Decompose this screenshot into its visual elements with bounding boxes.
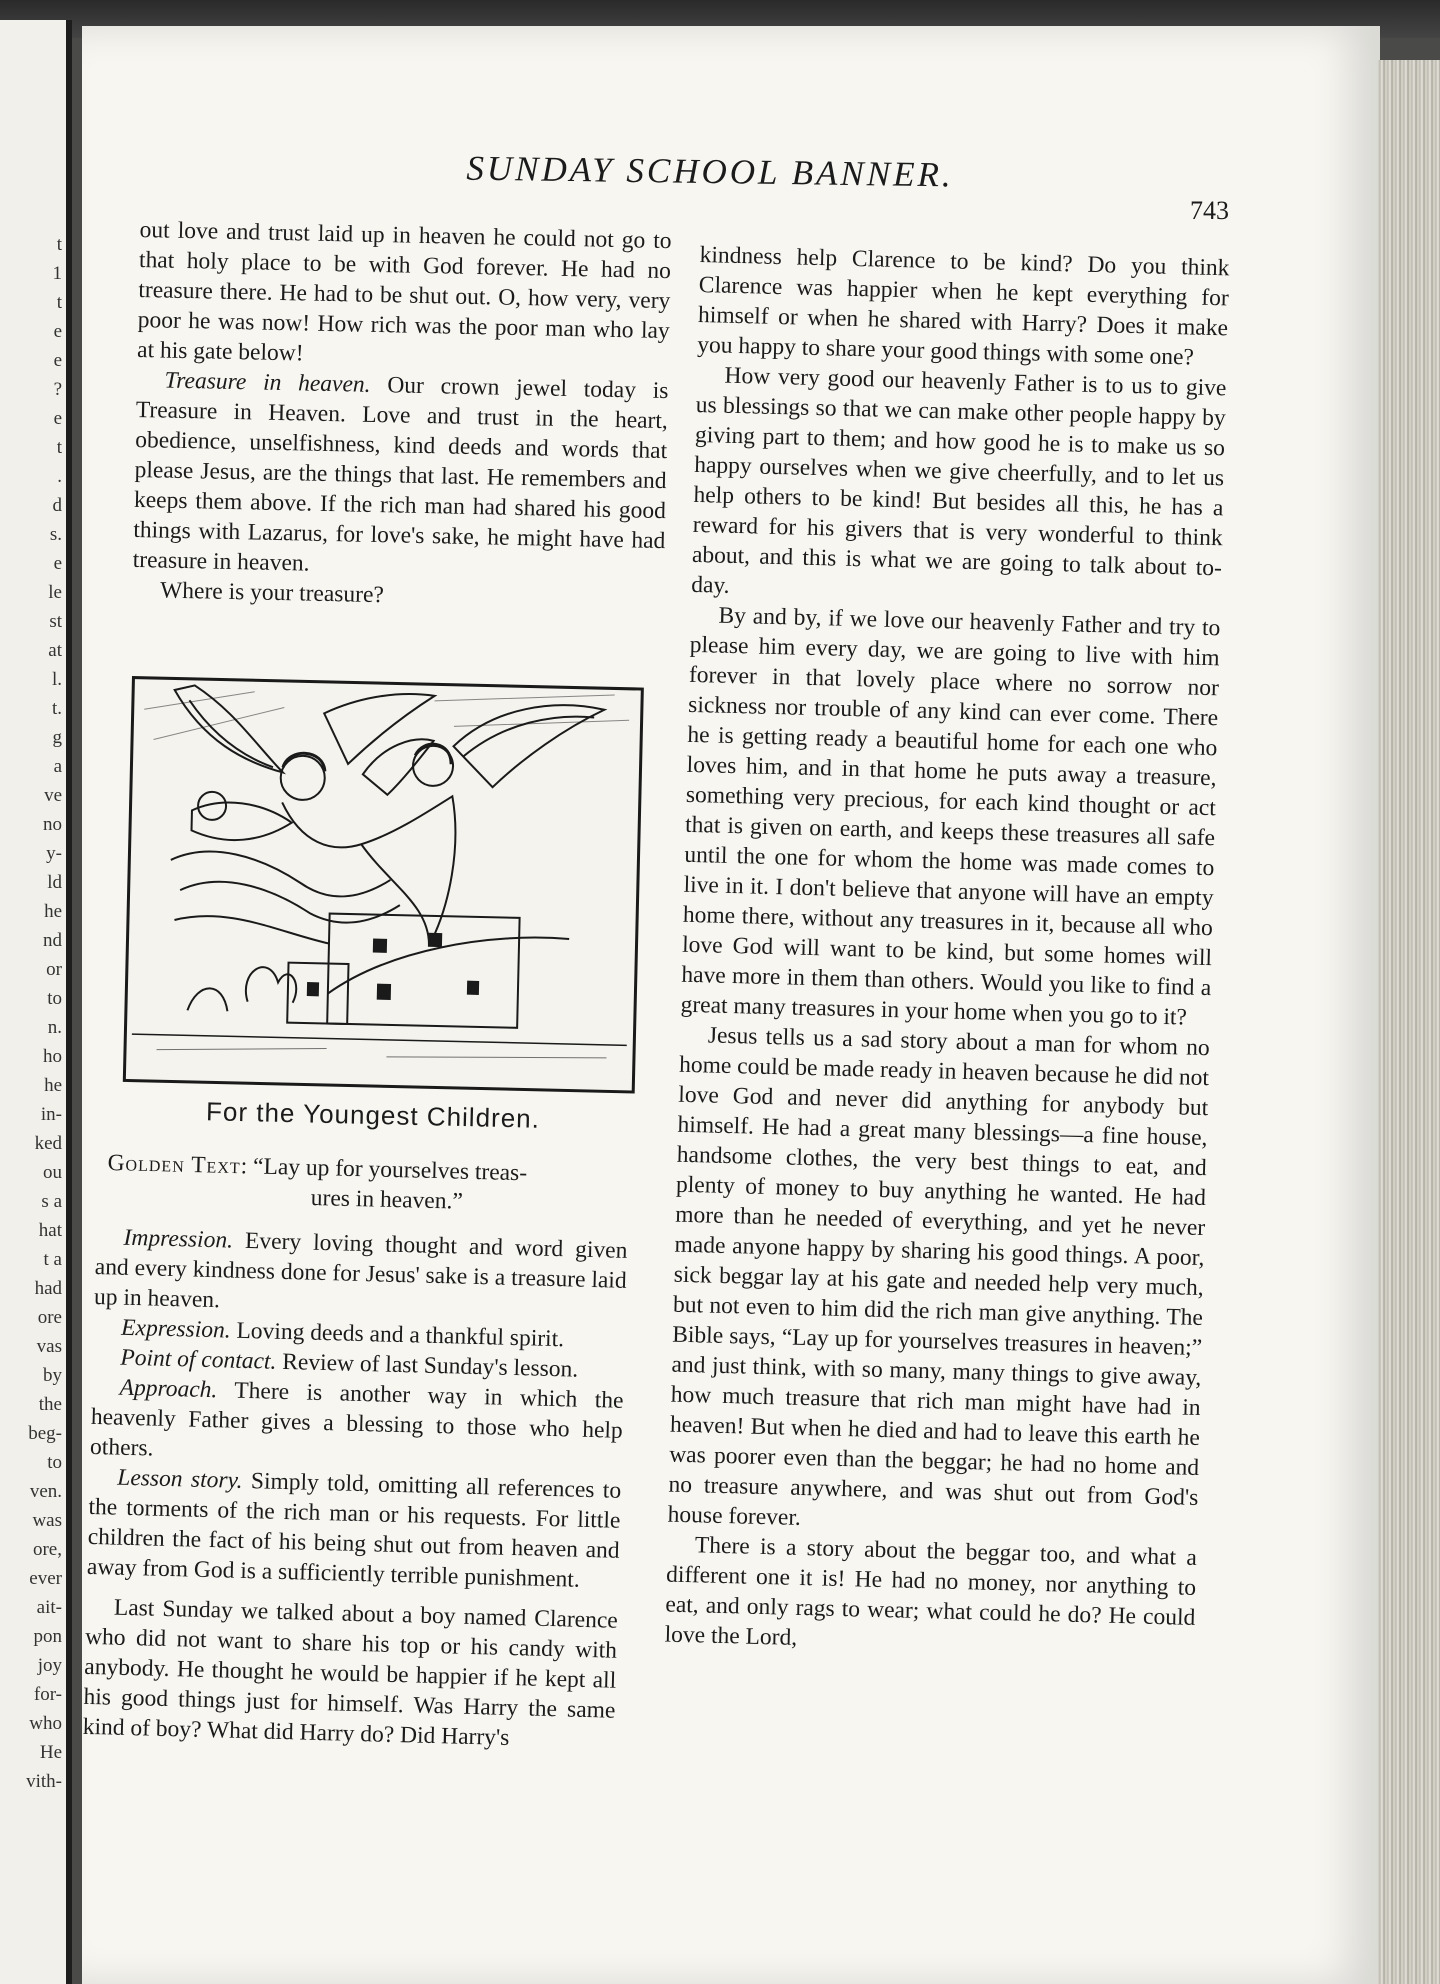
margin-fragment: by [43, 1365, 62, 1386]
margin-fragment: s a [41, 1191, 62, 1212]
margin-fragment: ore [37, 1307, 62, 1328]
paragraph: Last Sunday we talked about a boy named Clarence who did not want to share his top or his candy with anybody. He thought he would be happier if he kept all his good things just for himself. Was Harry the same kind of boy? What did Harry do? Did Harry's [82, 1594, 619, 1751]
margin-fragment: for- [33, 1684, 62, 1705]
margin-fragment: who [29, 1713, 62, 1734]
margin-fragment: t [56, 292, 62, 313]
margin-fragment: d [52, 495, 62, 516]
left-column-bottom [82, 1222, 627, 1756]
paragraph: Expression. Loving deeds and a thankful spirit. [120, 1314, 565, 1353]
margin-fragment: g [52, 727, 62, 748]
margin-fragment: He [39, 1742, 62, 1763]
margin-fragment: in- [40, 1104, 62, 1125]
margin-fragment: e [53, 350, 62, 371]
margin-fragment: pon [33, 1626, 62, 1647]
margin-fragment: a [53, 756, 62, 777]
margin-fragment: t [56, 437, 62, 458]
margin-fragment: e [53, 408, 62, 429]
margin-fragment: le [48, 582, 62, 603]
margin-fragment: ? [53, 379, 62, 400]
margin-fragment: at [48, 640, 62, 661]
margin-fragment: 1 [52, 263, 62, 284]
margin-fragment: the [38, 1394, 62, 1415]
angels-carrying-lazarus-engraving [126, 679, 641, 1090]
margin-fragment: was [32, 1510, 62, 1531]
left-column-top [132, 215, 672, 616]
margin-fragment: s. [49, 524, 62, 545]
angels-illustration [123, 676, 644, 1094]
margin-fragment: ked [34, 1133, 62, 1154]
margin-fragment: e [53, 321, 62, 342]
margin-fragment: beg- [28, 1423, 62, 1444]
paragraph: How very good our heavenly Father is to us to give us blessings so that we can make other people happy by giving part to them; and how good he is to make us so happy ourselves when we give cheerfully, and to let us help others to be kind! But besides all this, he has a reward for his givers that is very wonderful to think about, and this is what we are going to talk about to-day. [690, 362, 1227, 599]
margin-fragment: t [56, 234, 62, 255]
margin-fragment: hat [38, 1220, 62, 1241]
margin-fragment: ore, [32, 1539, 62, 1560]
paragraph: Jesus tells us a sad story about a man for whom no home could be made ready in heaven because he did not love God and never did anything for anybody but himself. He had a great many blessings—a fine house, handsome clothes, the very best things to eat, and plenty of money to buy anything he wanted. He had more than he needed of everything, and yet he never made anyone happy by sharing his good things. A poor, sick beggar lay at his gate and needed help very much, but not even to him did the rich man give anything. The Bible says, “Lay up for yourselves treasures in heaven;” and just think, with so many, many things to give away, how much treasure that rich man might have had in heaven! But when he died and had to leave this earth he was poorer even than the beggar; he had no home and no treasure anywhere, and was shut out from God's house forever. [667, 1022, 1211, 1531]
right-column [664, 240, 1230, 1663]
margin-fragment: t a [43, 1249, 62, 1270]
paragraph: There is a story about the beggar too, and what a different one it is! He had no money, nor anything to eat, and only rags to wear; what could he do? He could love the Lord, [664, 1532, 1198, 1651]
margin-fragment: ld [47, 872, 62, 893]
margin-fragment: t. [51, 698, 62, 719]
paragraph: out love and trust laid up in heaven he could not go to that holy place to be with God forever. He had no treasure there. He had to be shut out. O, how very, very poor he was now! How rich was the poor man who lay at his gate below! [136, 216, 672, 367]
paragraph: By and by, if we love our heavenly Father and try to please him every day, we are going to live with him forever in that lovely place where no sorrow nor sickness nor trouble of any kind can ever come. There he is getting ready a beautiful home for each one who loves him, and in that home he puts away a treasure, something very precious, for each kind thought or act that is given on earth, and keeps these treasures all safe until the one for whom the home was made comes to live in it. I don't believe that anyone will have an empty home there, without any treasures in it, because all who love God will want to be kind, but some homes will have more in them than others. Would you like to find a great many treasures in your home when you go to it? [680, 602, 1221, 1031]
paragraph: Where is your treasure? [159, 577, 385, 609]
page-number: 743 [1190, 196, 1229, 225]
margin-fragment: ever [29, 1568, 62, 1589]
margin-fragment: ait- [36, 1597, 62, 1618]
margin-fragment: joy [37, 1655, 62, 1676]
paragraph: Point of contact. Review of last Sunday's lesson. [120, 1344, 579, 1383]
margin-fragment: n. [47, 1017, 62, 1038]
running-head: SUNDAY SCHOOL BANNER. [466, 148, 954, 195]
paragraph: Impression. Every loving thought and word given and every kindness done for Jesus' sake is a treasure laid up in heaven. [93, 1224, 628, 1314]
golden-text-quote-2: ures in heaven.” [310, 1184, 464, 1215]
paragraph: Lesson story. Simply told, omitting all references to the torments of the rich man or his requests. For little children the fact of his being shut out from heaven and away from God is a sufficiently terrible punishment. [86, 1464, 622, 1593]
margin-fragment: he [44, 901, 62, 922]
margin-fragment: . [57, 466, 62, 487]
margin-fragment: st [49, 611, 62, 632]
previous-page-edge [0, 20, 72, 1984]
margin-fragment: to [47, 1452, 62, 1473]
margin-fragment: no [43, 814, 62, 835]
margin-fragment: ve [44, 785, 62, 806]
margin-fragment: he [44, 1075, 62, 1096]
page-stack-edge [1378, 60, 1440, 1984]
section-heading: For the Youngest Children. [205, 1096, 541, 1134]
paragraph: Approach. There is another way in which the heavenly Father gives a blessing to those who help others. [89, 1374, 624, 1462]
golden-text-label: Golden Text [107, 1149, 242, 1180]
margin-fragment: ou [43, 1162, 62, 1183]
margin-fragment: had [34, 1278, 62, 1299]
paragraph: Treasure in heaven. Our crown jewel today is Treasure in Heaven. Love and trust in the heart, obedience, unselfishness, kind deeds and words that please Jesus, are the things that last. He remembers and keeps them above. If the rich man had shared his good things with Lazarus, for love's sake, he might have had treasure in heaven. [132, 367, 669, 577]
margin-fragment: to [47, 988, 62, 1009]
margin-fragment: or [46, 959, 62, 980]
margin-fragment: l. [51, 669, 62, 690]
margin-fragment: ho [43, 1046, 62, 1067]
paragraph-lead: Treasure in heaven. [164, 367, 371, 398]
margin-fragment: ven. [29, 1481, 62, 1502]
margin-fragment: y- [46, 843, 62, 864]
golden-text-quote-1: : “Lay up for yourselves treas- [240, 1153, 528, 1187]
margin-fragment: vith- [26, 1771, 62, 1792]
margin-fragment: e [53, 553, 62, 574]
paragraph: kindness help Clarence to be kind? Do you think Clarence was happier when he kept everything for himself or when he shared with Harry? Does it make you happy to share your good things with some one? [697, 241, 1230, 371]
margin-fragment: vas [36, 1336, 62, 1357]
margin-fragment: nd [43, 930, 62, 951]
